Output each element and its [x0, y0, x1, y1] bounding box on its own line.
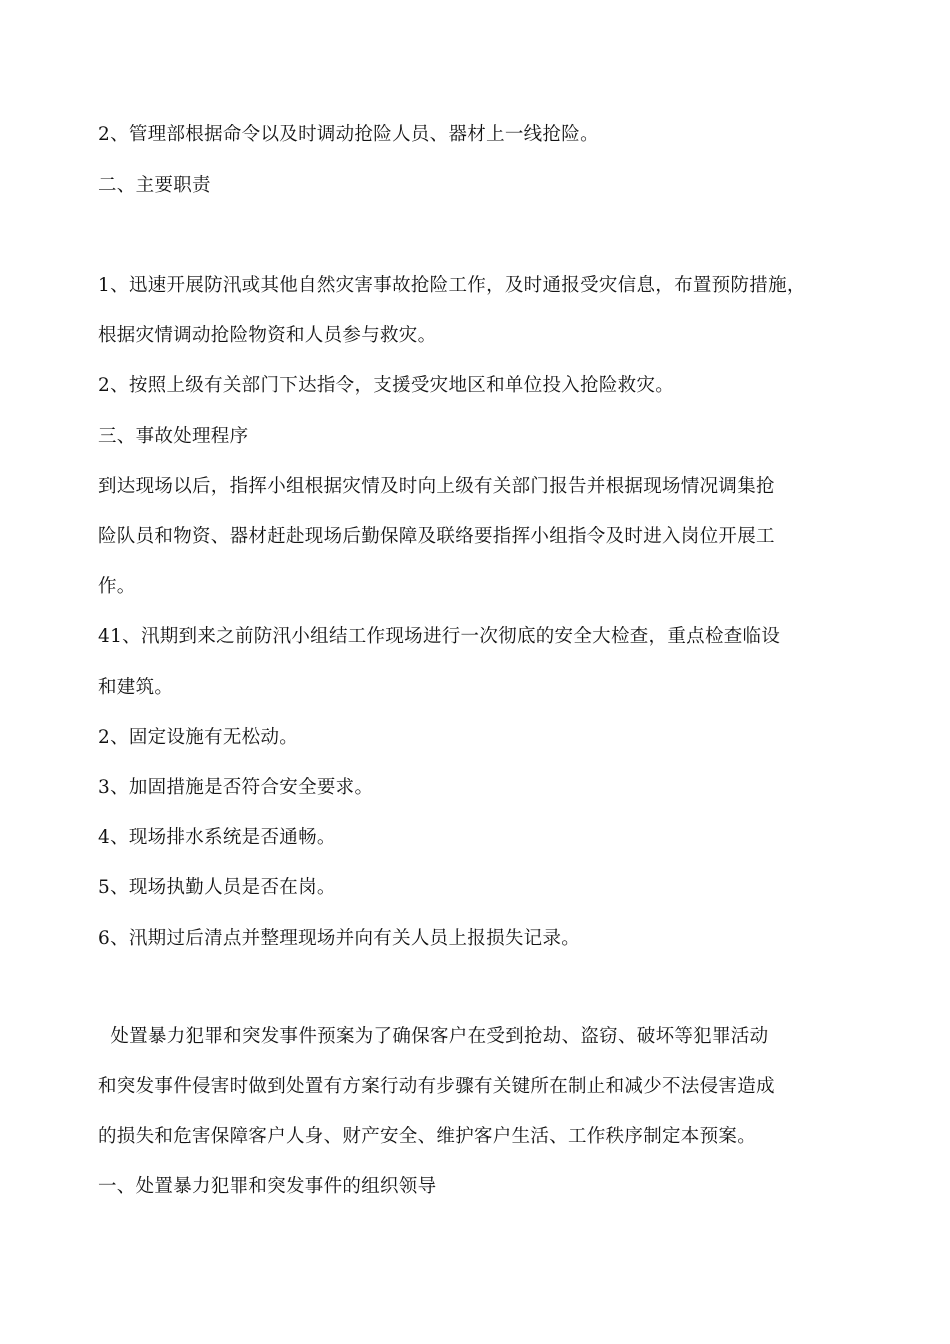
paragraph-line: 和建筑。	[98, 677, 174, 698]
paragraph-line: 2、按照上级有关部门下达指令，支援受灾地区和单位投入抢险救灾。	[98, 375, 675, 396]
list-item: 3、加固措施是否符合安全要求。	[98, 777, 374, 798]
paragraph-line: 1、迅速开展防汛或其他自然灾害事故抢险工作，及时通报受灾信息，布置预防措施，	[98, 275, 806, 296]
paragraph-line: 的损失和危害保障客户人身、财产安全、维护客户生活、工作秩序制定本预案。	[98, 1126, 757, 1147]
section-heading: 二、主要职责	[98, 175, 211, 196]
paragraph-line: 根据灾情调动抢险物资和人员参与救灾。	[98, 325, 437, 346]
section-heading: 三、事故处理程序	[98, 426, 249, 447]
paragraph-line: 处置暴力犯罪和突发事件预案为了确保客户在受到抢劫、盗窃、破坏等犯罪活动	[98, 1026, 769, 1047]
paragraph-line: 41、汛期到来之前防汛小组结工作现场进行一次彻底的安全大检查，重点检查临设	[98, 626, 781, 647]
list-item: 5、现场执勤人员是否在岗。	[98, 877, 336, 898]
list-item: 4、现场排水系统是否通畅。	[98, 827, 336, 848]
paragraph-line: 作。	[98, 576, 136, 597]
list-item: 6、汛期过后清点并整理现场并向有关人员上报损失记录。	[98, 928, 581, 949]
paragraph-line: 2、管理部根据命令以及时调动抢险人员、器材上一线抢险。	[98, 124, 599, 145]
paragraph-line: 和突发事件侵害时做到处置有方案行动有步骤有关键所在制止和减少不法侵害造成	[98, 1076, 775, 1097]
section-heading: 一、处置暴力犯罪和突发事件的组织领导	[98, 1176, 437, 1197]
paragraph-line: 到达现场以后，指挥小组根据灾情及时向上级有关部门报告并根据现场情况调集抢	[98, 476, 775, 497]
paragraph-line: 险队员和物资、器材赶赴现场后勤保障及联络要指挥小组指令及时进入岗位开展工	[98, 526, 775, 547]
list-item: 2、固定设施有无松动。	[98, 727, 299, 748]
